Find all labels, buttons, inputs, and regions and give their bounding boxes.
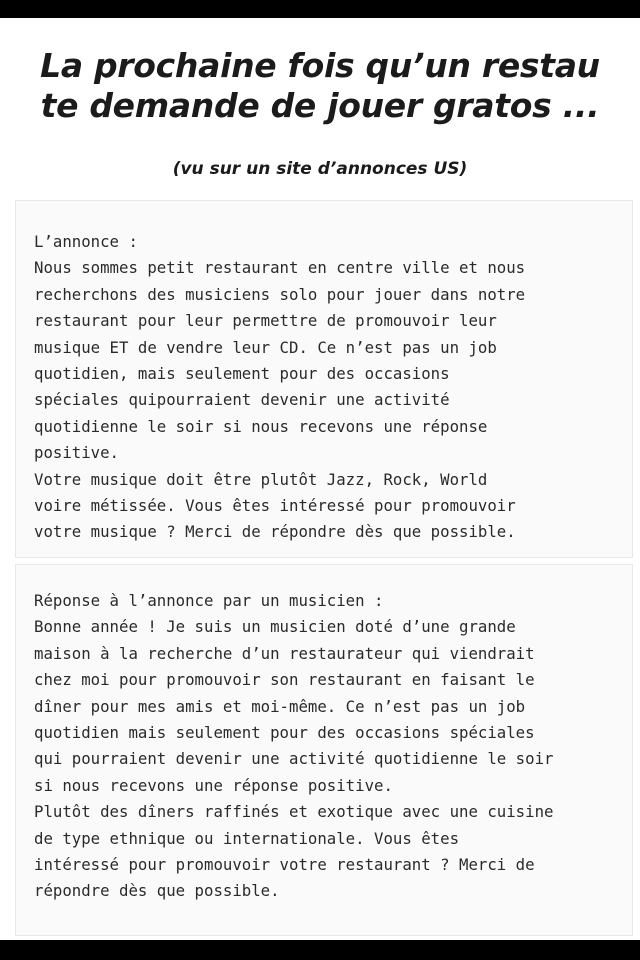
- reponse-line: maison à la recherche d’un restaurateur qui viendrait: [34, 643, 535, 663]
- title-line-1: La prochaine fois qu’un restau: [40, 46, 600, 85]
- reponse-line: chez moi pour promouvoir son restaurant en faisant le: [34, 670, 535, 690]
- annonce-line: quotidienne le soir si nous recevons une réponse: [34, 416, 488, 436]
- annonce-line: recherchons des musiciens solo pour jouer dans notre: [34, 284, 526, 304]
- reponse-line: quotidien mais seulement pour des occasions spéciales: [34, 723, 535, 743]
- reponse-text: [34, 588, 634, 905]
- annonce-line: quotidien, mais seulement pour des occasions: [34, 364, 450, 384]
- page: [0, 18, 640, 940]
- reponse-line: qui pourraient devenir une activité quotidienne le soir: [34, 749, 554, 769]
- reponse-line: répondre dès que possible.: [34, 881, 280, 901]
- reponse-line: dîner pour mes amis et moi-même. Ce n’est pas un job: [34, 696, 526, 716]
- annonce-box: [15, 200, 633, 558]
- reponse-line: de type ethnique ou internationale. Vous êtes: [34, 828, 460, 848]
- reponse-line: Bonne année ! Je suis un musicien doté d’une grande: [34, 617, 516, 637]
- annonce-line: spéciales quipourraient devenir une activité: [34, 390, 450, 410]
- title-line-2: te demande de jouer gratos ...: [40, 86, 600, 125]
- reponse-line: Plutôt des dîners raffinés et exotique avec une cuisine: [34, 802, 554, 822]
- reponse-box: [15, 564, 633, 936]
- annonce-line: votre musique ? Merci de répondre dès que possible.: [34, 522, 516, 542]
- subtitle: (vu sur un site d’annonces US): [172, 159, 468, 179]
- page-title: [0, 46, 640, 126]
- reponse-line: intéressé pour promouvoir votre restaurant ? Merci de: [34, 855, 535, 875]
- annonce-heading: L’annonce :: [34, 232, 138, 251]
- annonce-line: voire métissée. Vous êtes intéressé pour promouvoir: [34, 496, 516, 516]
- annonce-line: musique ET de vendre leur CD. Ce n’est pas un job: [34, 337, 497, 357]
- annonce-line: restaurant pour leur permettre de promouvoir leur: [34, 311, 497, 331]
- reponse-line: si nous recevons une réponse positive.: [34, 775, 393, 795]
- annonce-line: Votre musique doit être plutôt Jazz, Rock, World: [34, 469, 488, 489]
- annonce-line: Nous sommes petit restaurant en centre ville et nous: [34, 258, 526, 278]
- annonce-line: positive.: [34, 443, 120, 463]
- annonce-text: [34, 229, 634, 546]
- reponse-heading: Réponse à l’annonce par un musicien :: [34, 591, 384, 610]
